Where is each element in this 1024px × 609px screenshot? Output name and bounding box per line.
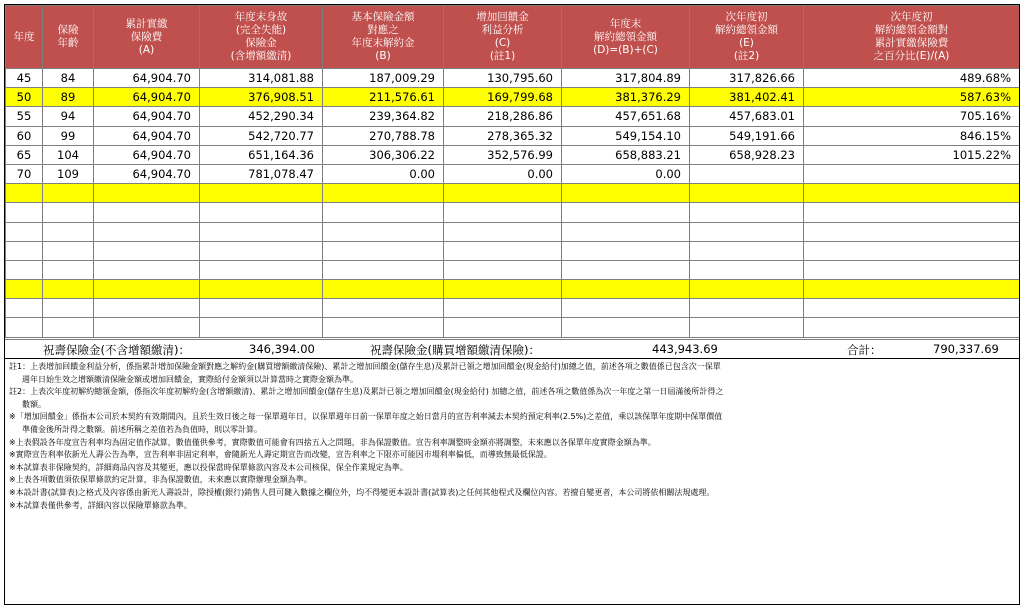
footnotes [5,358,1019,514]
table-cell [690,164,804,183]
table-cell: 94 [43,107,94,126]
table-cell: 352,576.99 [444,145,562,164]
table-cell: 64,904.70 [94,107,200,126]
table-cell: 0.00 [444,164,562,183]
table-cell: 130,795.60 [444,69,562,88]
table-cell: 64,904.70 [94,88,200,107]
footnote-line: ※本設計書(試算表)之格式及內容係由新光人壽設計，除授權(銀行)銷售人員可鍵入數據之欄位外，均不得變更本設計書(試算表)之任何其他程式及欄位內容。若擅自變更者，本公司將依相關法規處理。 [9,487,715,497]
table-cell [562,203,690,222]
table-cell [444,299,562,318]
footnote-line: ※上表假設各年度宣告利率均為固定值作試算，數值僅供參考，實際數值可能會有四捨五入之問題，非為保證數值。宣告利率調整時金額亦將調整，未來應以各保單年度實際金額為準。 [9,437,656,447]
table-cell [43,280,94,299]
table-cell [200,222,323,241]
table-body [6,69,1020,338]
column-header: 增加回饋金 利益分析 (C) (註1) [444,6,562,69]
table-row [6,318,1020,337]
table-cell: 846.15% [804,126,1020,145]
table-cell [444,203,562,222]
table-cell: 60 [6,126,43,145]
table-cell: 705.16% [804,107,1020,126]
table-cell: 306,306.22 [323,145,444,164]
table-header-row [6,6,1020,69]
table-cell: 1015.22% [804,145,1020,164]
table-cell: 658,928.23 [690,145,804,164]
table-cell: 549,191.66 [690,126,804,145]
table-cell [804,203,1020,222]
table-cell: 381,402.41 [690,88,804,107]
table-cell [804,260,1020,279]
table-cell [690,260,804,279]
table-cell: 0.00 [323,164,444,183]
table-cell [200,184,323,203]
table-cell: 489.68% [804,69,1020,88]
table-cell [323,203,444,222]
table-cell: 452,290.34 [200,107,323,126]
table-cell: 549,154.10 [562,126,690,145]
table-cell [444,184,562,203]
table-cell: 169,799.68 [444,88,562,107]
table-row [6,222,1020,241]
table-cell: 45 [6,69,43,88]
table-cell [804,164,1020,183]
maturity-benefit-paidup-value: 443,943.69 [652,342,718,356]
table-cell [200,280,323,299]
footnote-line: 註2：上表次年度初解約總領金額，係指次年度初解約金(含增額繳清)、累計之增加回饋金(儲存生息)及累計已領之增加回饋金(現金給付) 加總之值，前述各項之數值係為次一年度之第一日屆滿後所計得之 [9,387,724,397]
table-cell [804,241,1020,260]
footnote-line: ※上表各項數值須依保單條款約定計算，非為保證數值，未來應以實際辦理金額為準。 [9,475,312,485]
table-cell [200,241,323,260]
table-cell [94,222,200,241]
column-header: 次年度初 解約總領金額 (E) (註2) [690,6,804,69]
table-cell: 84 [43,69,94,88]
table-cell [690,241,804,260]
table-cell [444,241,562,260]
table-cell: 658,883.21 [562,145,690,164]
table-cell [444,280,562,299]
table-cell: 70 [6,164,43,183]
table-cell: 64,904.70 [94,126,200,145]
table-row [6,203,1020,222]
table-cell [690,280,804,299]
table-cell [6,318,43,337]
table-cell [43,241,94,260]
table-cell [804,318,1020,337]
table-cell [94,318,200,337]
maturity-benefit-label: 祝壽保險金(不含增額繳清)： [43,343,190,357]
footnote-line: ※實際宣告利率依新光人壽公告為準，宣告利率非固定利率，會隨新光人壽定期宣告而改變，宣告利率之下限亦可能因市場利率偏低，而導致無最低保證。 [9,450,552,460]
table-cell: 457,683.01 [690,107,804,126]
table-cell: 64,904.70 [94,69,200,88]
table-cell [94,203,200,222]
footnote-line: 數額。 [22,399,46,409]
table-cell [444,222,562,241]
table-cell [6,203,43,222]
table-cell [6,222,43,241]
table-cell [94,241,200,260]
table-cell [690,299,804,318]
table-cell [6,299,43,318]
table-cell [43,260,94,279]
table-cell: 187,009.29 [323,69,444,88]
table-cell: 781,078.47 [200,164,323,183]
maturity-benefit-value: 346,394.00 [249,342,315,356]
table-cell: 65 [6,145,43,164]
table-row [6,145,1020,164]
table-cell [323,222,444,241]
table-cell [6,241,43,260]
footnote-line: 週年日始生效之增額繳清保險金額或增加回饋金，實際給付金額須以計算當時之實際金額為準。 [22,374,358,384]
table-cell [323,299,444,318]
table-cell [323,241,444,260]
table-row [6,69,1020,88]
table-cell: 218,286.86 [444,107,562,126]
table-cell [323,184,444,203]
table-cell: 104 [43,145,94,164]
benefit-table [5,5,1020,338]
footnote-line: ※「增加回饋金」係指本公司於本契約有效期間內，且於生效日後之每一保單週年日，以保單週年日前一保單年度之始日當月的宣告利率減去本契約預定利率(2.5%)之差值，乘以該保單年度期中保單價值 [9,412,723,422]
column-header: 年度末身故 (完全失能) 保險金 (含增額繳清) [200,6,323,69]
table-cell [562,241,690,260]
table-cell [94,280,200,299]
table-cell [6,184,43,203]
table-row [6,299,1020,318]
table-cell [804,222,1020,241]
table-cell [804,299,1020,318]
table-cell [43,184,94,203]
table-cell: 270,788.78 [323,126,444,145]
table-cell [562,184,690,203]
table-cell: 64,904.70 [94,145,200,164]
table-cell [690,184,804,203]
table-cell [690,318,804,337]
total-label: 合計： [847,343,882,357]
table-cell [444,260,562,279]
table-row [6,126,1020,145]
table-cell [94,184,200,203]
table-cell: 109 [43,164,94,183]
totals-row [5,339,1019,358]
table-cell: 317,804.89 [562,69,690,88]
table-cell: 239,364.82 [323,107,444,126]
table-row [6,164,1020,183]
footnote-line: ※本試算表非保險契約，詳細商品內容及其變更，應以投保當時保單條款內容及本公司核保、保全作業規定為準。 [9,462,408,472]
table-cell [43,222,94,241]
table-row [6,260,1020,279]
table-cell [562,299,690,318]
table-cell: 55 [6,107,43,126]
table-cell: 89 [43,88,94,107]
table-cell [690,222,804,241]
table-cell: 457,651.68 [562,107,690,126]
illustration-sheet [4,4,1020,605]
table-cell [323,318,444,337]
table-cell: 651,164.36 [200,145,323,164]
table-cell [562,222,690,241]
table-cell: 376,908.51 [200,88,323,107]
table-row [6,107,1020,126]
table-cell [323,280,444,299]
column-header: 保險 年齡 [43,6,94,69]
table-cell: 211,576.61 [323,88,444,107]
table-cell: 0.00 [562,164,690,183]
footnote-line: 準備金後所計得之數額。前述所稱之差值若為負值時，則以零計算。 [22,424,262,434]
table-cell: 50 [6,88,43,107]
footnote-line: 註1：上表增加回饋金利益分析，係指累計增加保險金額對應之解約金(購買增額繳清保險)、累計之增加回饋金(儲存生息)及累計已領之增加回饋金(現金給付)加總之值，前述各項之數值係已包含次一保單 [9,362,721,371]
table-cell: 64,904.70 [94,164,200,183]
table-row [6,88,1020,107]
table-cell [690,203,804,222]
table-cell [6,280,43,299]
maturity-benefit-paidup-label: 祝壽保險金(購買增額繳清保險)： [370,343,540,357]
table-row [6,184,1020,203]
table-cell [444,318,562,337]
column-header: 基本保險金額 對應之 年度末解約金 (B) [323,6,444,69]
column-header: 累計實繳 保險費 (A) [94,6,200,69]
table-cell: 317,826.66 [690,69,804,88]
table-cell: 278,365.32 [444,126,562,145]
table-cell [6,260,43,279]
table-cell: 542,720.77 [200,126,323,145]
table-cell [200,318,323,337]
table-cell [43,318,94,337]
table-row [6,280,1020,299]
table-cell [562,260,690,279]
table-cell [94,260,200,279]
column-header: 年度 [6,6,43,69]
column-header: 次年度初 解約總領金額對 累計實繳保險費 之百分比(E)/(A) [804,6,1020,69]
table-cell: 99 [43,126,94,145]
table-cell [200,299,323,318]
table-row [6,241,1020,260]
table-cell: 314,081.88 [200,69,323,88]
table-cell: 587.63% [804,88,1020,107]
table-cell [200,203,323,222]
table-cell [200,260,323,279]
column-header: 年度末 解約總領金額 (D)=(B)+(C) [562,6,690,69]
table-cell [562,318,690,337]
table-cell: 381,376.29 [562,88,690,107]
total-value: 790,337.69 [933,342,999,356]
table-cell [43,203,94,222]
table-cell [804,280,1020,299]
table-cell [562,280,690,299]
table-cell [94,299,200,318]
footnote-line: ※本試算表僅供參考，詳細內容以保險單條款為準。 [9,500,192,510]
table-cell [804,184,1020,203]
table-cell [323,260,444,279]
table-cell [43,299,94,318]
